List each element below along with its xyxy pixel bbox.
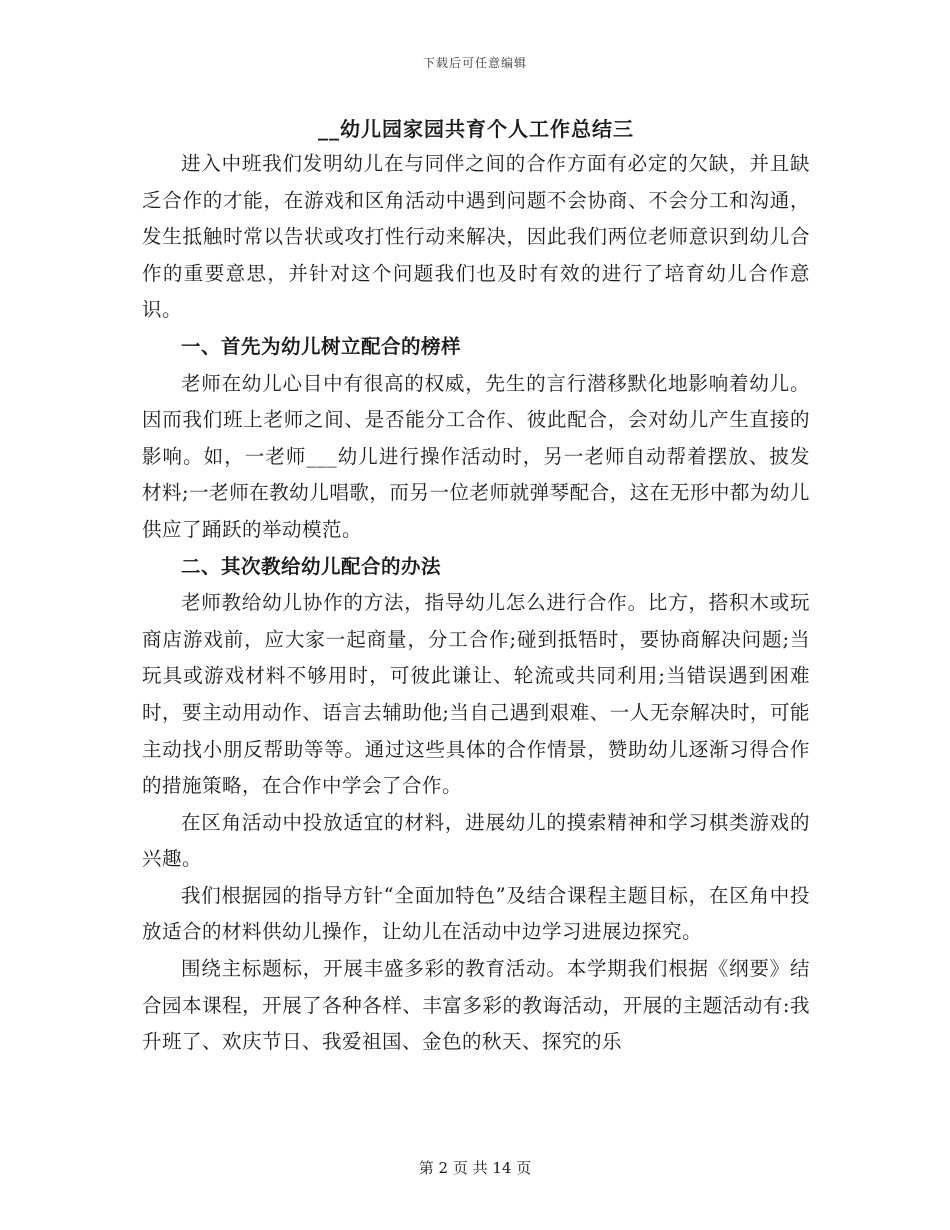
- section-heading-2: 二、其次教给幼儿配合的办法: [181, 554, 442, 578]
- paragraph-role-model: 老师在幼儿心目中有很高的权威，先生的言行潜移默化地影响着幼儿。因而我们班上老师之间、是否能分工合作、彼此配合，会对幼儿产生直接的影响。如，一老师___幼儿进行操作活动时，另一老师自动帮着摆放、披发材料;一老师在教幼儿唱歌，而另一位老师就弹琴配合，这在无形中都为幼儿供应了踊跃的举动模范。: [142, 371, 810, 541]
- paragraph-theme-activities: 围绕主标题标，开展丰盛多彩的教育活动。本学期我们根据《纲要》结合园本课程，开展了各种各样、丰富多彩的教诲活动，开展的主题活动有:我升班了、欢庆节日、我爱祖国、金色的秋天、探究的乐: [142, 957, 810, 1054]
- paragraph-intro: 进入中班我们发明幼儿在与同伴之间的合作方面有必定的欠缺，并且缺乏合作的才能，在游戏和区角活动中遇到问题不会协商、不会分工和沟通，发生抵触时常以告状或攻打性行动来解决，因此我们两位老师意识到幼儿合作的重要意思，并针对这个问题我们也及时有效的进行了培育幼儿合作意识。: [142, 152, 810, 322]
- section-heading-1: 一、首先为幼儿树立配合的榜样: [181, 334, 462, 358]
- page-footer-page-number: 第 2 页 共 14 页: [418, 1159, 532, 1177]
- paragraph-cooperation-methods: 老师教给幼儿协作的方法，指导幼儿怎么进行合作。比方，搭积木或玩商店游戏前，应大家一起商量，分工合作;碰到抵牾时，要协商解决问题;当玩具或游戏材料不够用时，可彼此谦让、轮流或共同利用;当错误遇到困难时，要主动用动作、语言去辅助他;当自己遇到艰难、一人无奈解决时，可能主动找小朋反帮助等等。通过这些具体的合作情景，赞助幼儿逐渐习得合作的措施策略，在合作中学会了合作。: [142, 591, 810, 798]
- paragraph-area-materials: 在区角活动中投放适宜的材料，进展幼儿的摸索精神和学习棋类游戏的兴趣。: [142, 810, 810, 871]
- document-body: [142, 114, 810, 1061]
- document-title: __幼儿园家园共育个人工作总结三: [318, 117, 634, 141]
- paragraph-guiding-policy: 我们根据园的指导方针“全面加特色”及结合课程主题目标，在区角中投放适合的材料供幼儿操作，让幼儿在活动中边学习进展边探究。: [142, 883, 810, 944]
- page-header: 下载后可任意编辑: [422, 56, 527, 70]
